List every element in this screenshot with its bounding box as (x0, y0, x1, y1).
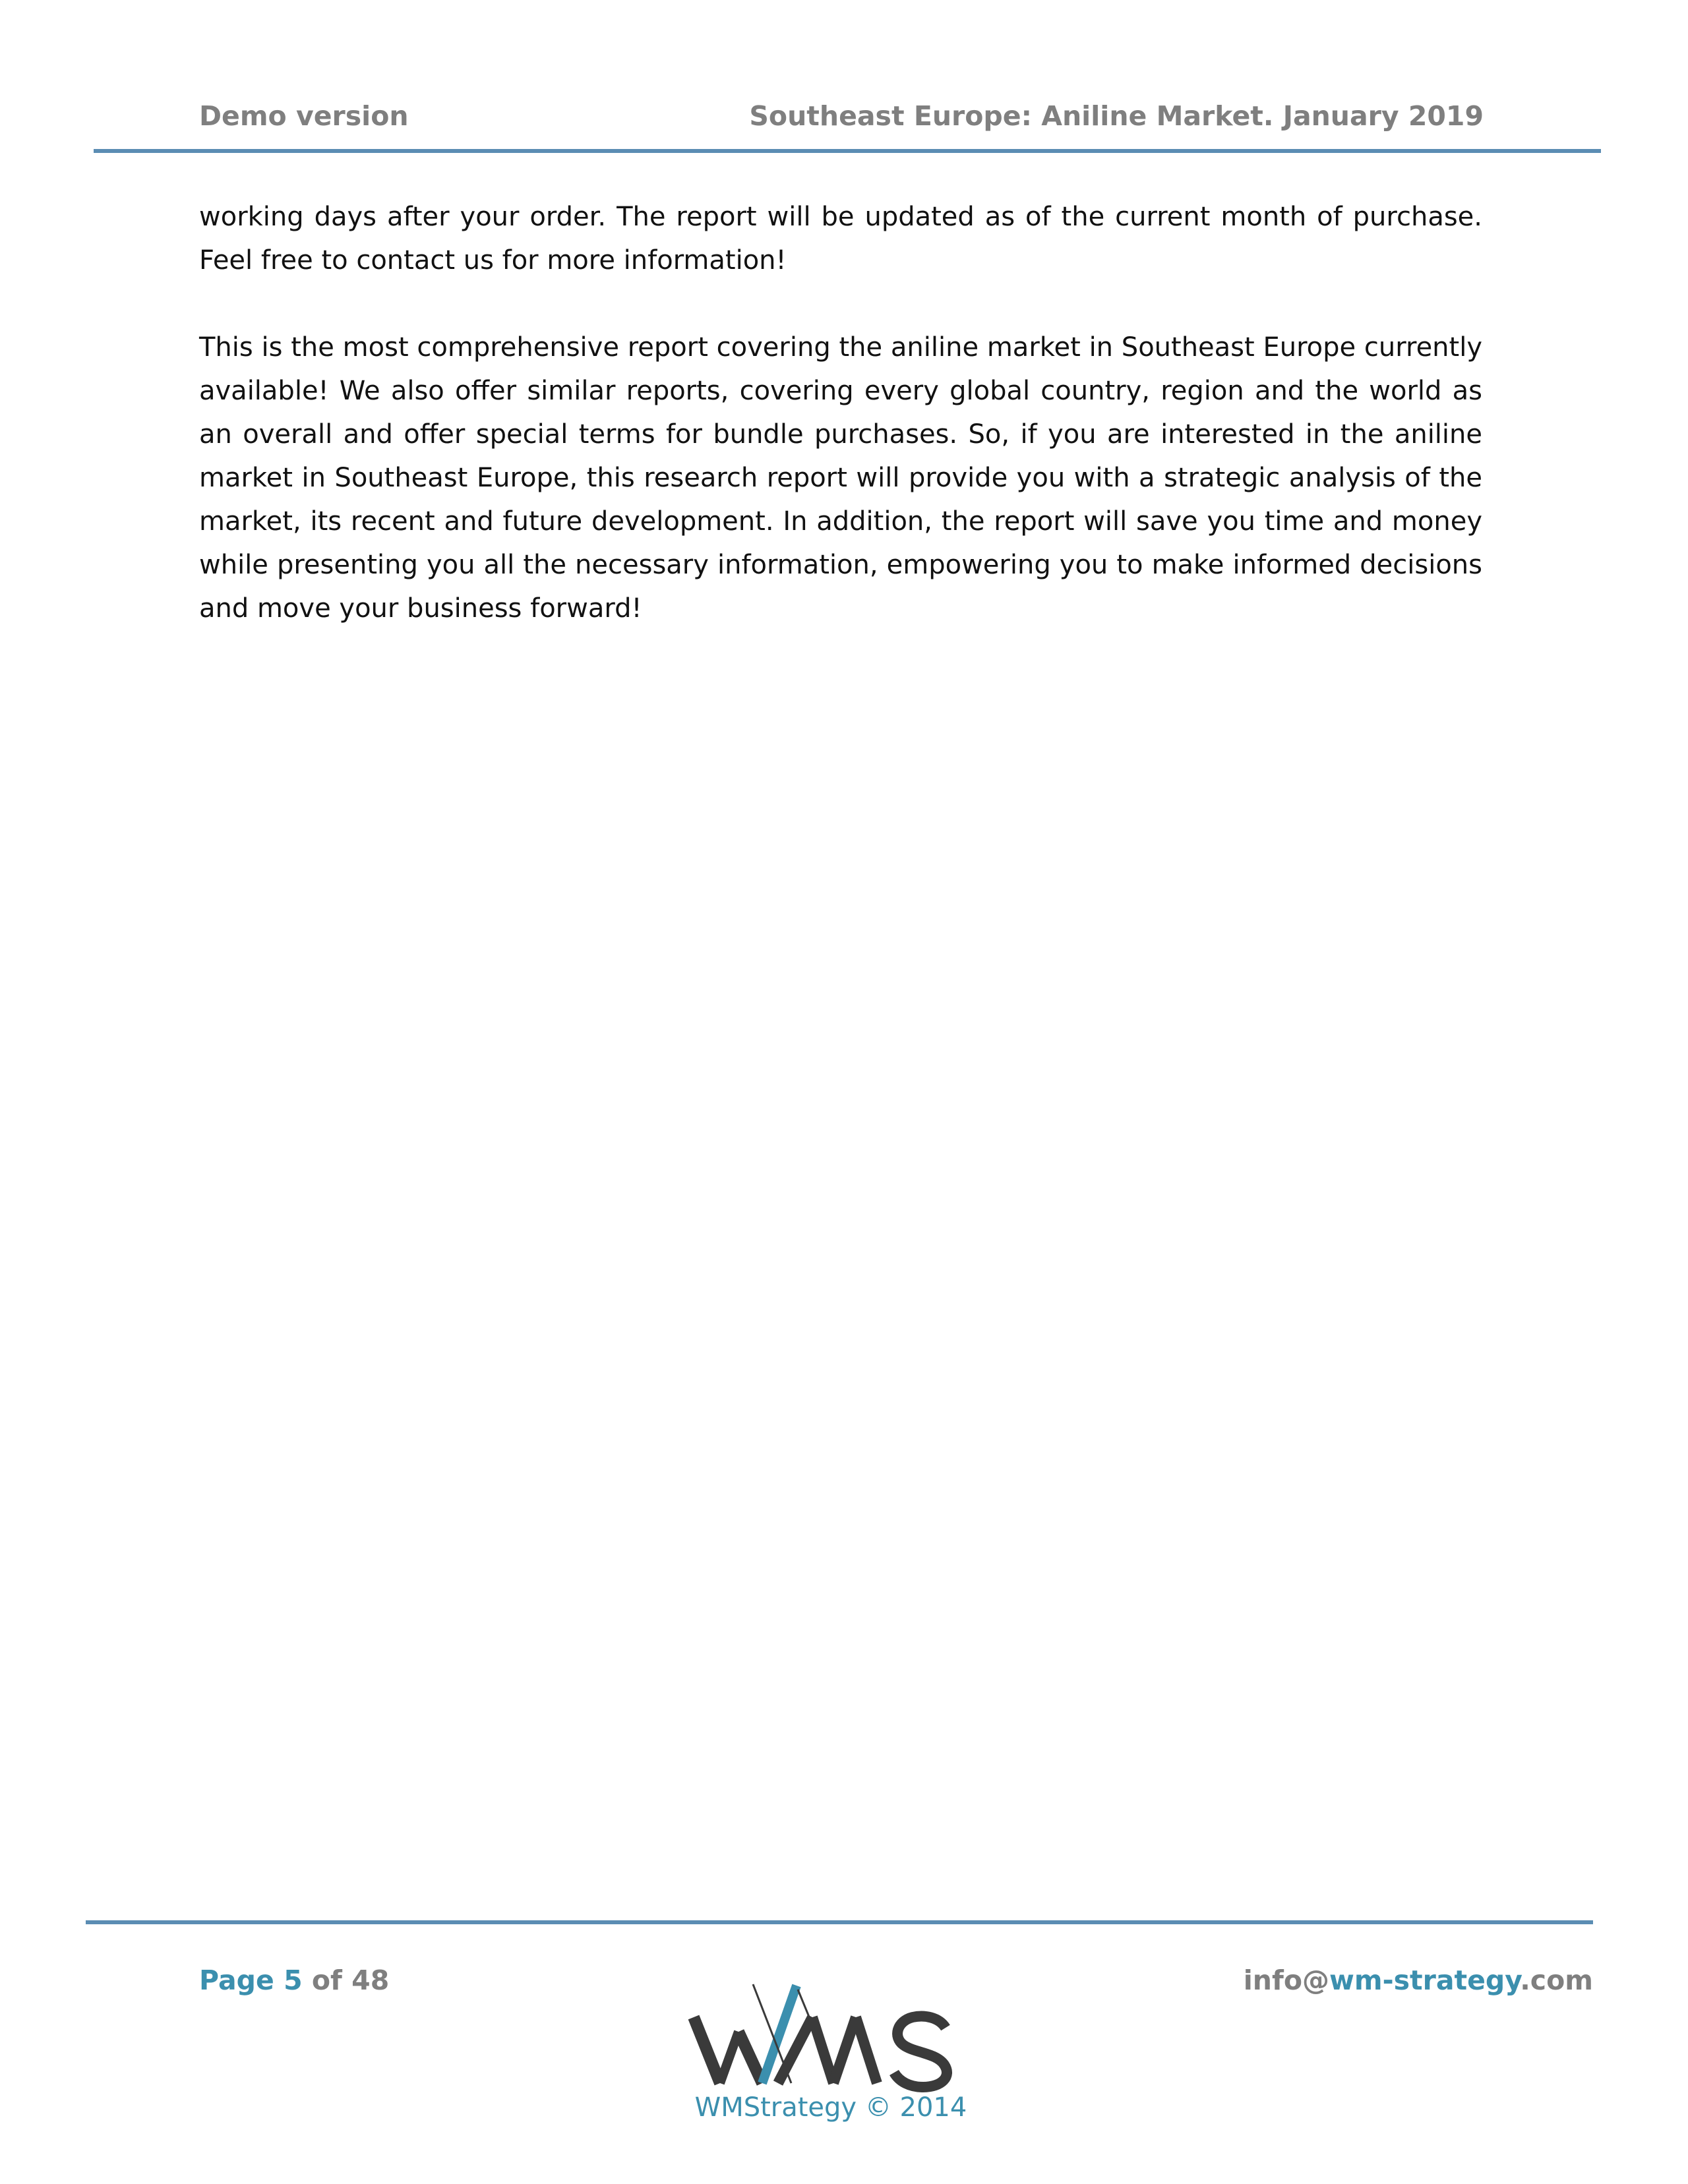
email-tld: .com (1520, 1964, 1593, 1996)
footer-email[interactable] (1244, 1963, 1593, 1997)
page-label: Page (199, 1964, 274, 1996)
body-text (199, 195, 1482, 630)
email-domain: wm-strategy (1329, 1964, 1521, 1996)
header-report-title: Southeast Europe: Aniline Market. January 2019 (749, 100, 1484, 132)
footer-divider (86, 1920, 1593, 1924)
page-total: 48 (351, 1964, 390, 1996)
page-of: of (311, 1964, 342, 1996)
body-paragraph: This is the most comprehensive report covering the aniline market in Southeast Europe currently available! We also offer similar reports, covering every global country, region and the world as an overall and offer special terms for bundle purchases. So, if you are interested in the aniline market in Southeast Europe, this research report will provide you with a strategic analysis of the market, its recent and future development. In addition, the report will save you time and money while presenting you all the necessary information, empowering you to make informed decisions and move your business forward! (199, 332, 1482, 624)
header-demo-version: Demo version (199, 100, 409, 132)
page-current: 5 (284, 1964, 303, 1996)
email-user: info@ (1243, 1964, 1329, 1996)
page-number (199, 1963, 389, 1997)
copyright: WMStrategy © 2014 (694, 2092, 967, 2123)
body-paragraph: working days after your order. The report will be updated as of the current month of purchase. Feel free to contact us for more information! (199, 202, 1482, 276)
header-divider (94, 149, 1601, 153)
